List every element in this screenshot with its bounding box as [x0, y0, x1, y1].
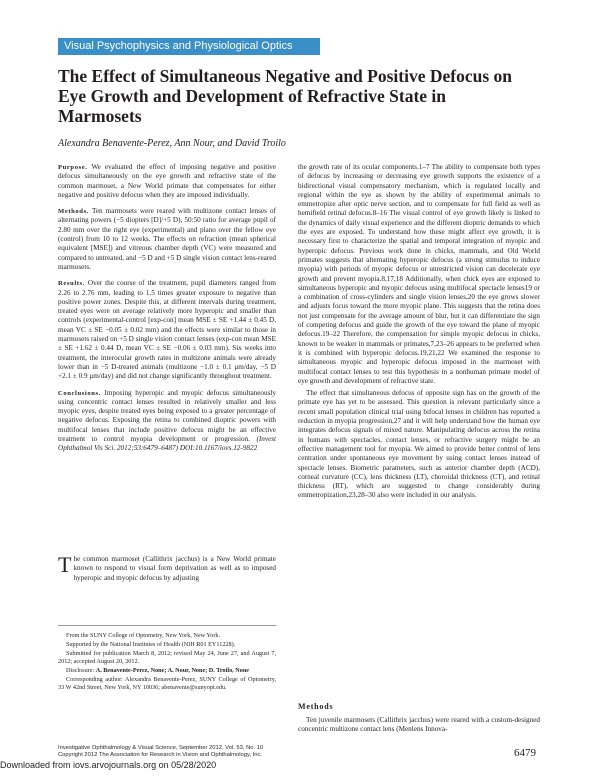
- download-note: Downloaded from iovs.arvojournals.org on 05/28/2020: [0, 760, 217, 770]
- disclosure-label: Disclosure:: [66, 667, 95, 674]
- intro-paragraph-2: The effect that simultaneous defocus of opposite sign has on the growth of the primate eye has yet to be assessed. This question is relevant particularly since a recent small population clinical trial using bifocal lenses in children has reported a reduction in myopia progression,27 and it will help understand how the human eye integrates defocus signals of mixed nature. Manipulating defocus across the retina in humans with spectacles, contact lenses, or refractive surgery might be an effective management tool for myopia. We aimed to provide better control of lens centration under spontaneous eye movement by using contact lenses instead of spectacle lenses. Biometric parameters, such as anterior chamber depth (ACD), corneal curvature (CC), lens thickness (LT), choroidal thickness (CT), and retinal thickness (RT), which are suggested to change considerably during emmetropization,23,28–30 also were included in our analysis.: [298, 389, 540, 500]
- abstract-purpose: [58, 163, 276, 200]
- methods-text: [298, 716, 540, 735]
- abstract-conclusions: [58, 389, 276, 454]
- copyright-line: Copyright 2012 The Association for Research in Vision and Ophthalmology, Inc.: [58, 752, 262, 759]
- results-label: Results.: [58, 280, 85, 288]
- footnote-dates: Submitted for publication March 8, 2012; revised May 24, June 27, and August 7, 2012; accepted August 20, 2012.: [58, 650, 276, 665]
- footnote-affiliation: From the SUNY College of Optometry, New York, New York.: [66, 632, 221, 639]
- journal-info: [58, 745, 418, 760]
- results-text: Over the course of the treatment, pupil diameters ranged from 2.26 to 2.76 mm, leading to 1.5 times greater exposure to negative than positive power zones. Despite this, at different intervals during treatment, treated eyes were on average relatively more hyperopic and smaller than controls (experimental-control [exp-con] mean MSE ± SE +1.44 ± 0.45 D, mean VC ± SE −0.05 ± 0.02 mm) and the effects were similar to those in marmosets raised on +5 D single vision contact lenses (exp-con mean MSE ± SE +1.62 ± 0.44 D, mean VC ± SE −0.06 ± 0.03 mm). Six weeks into treatment, the interocular growth rates in multizone animals were already lower than in −5 D-treated animals (multizone −1.0 ± 0.1 μm/day, −5 D +2.1 ± 0.9 μm/day) and did not change significantly throughout treatment.: [58, 279, 276, 381]
- methods-heading: Methods: [298, 702, 334, 711]
- intro-text: he common marmoset (Callithrix jacchus) is a New World primate known to respond to visual form deprivation as well as to imposed hyperopic and myopic defocus by adjusting: [73, 555, 276, 582]
- methods-label: Methods.: [58, 208, 89, 216]
- intro-paragraph-1: the growth rate of its ocular components.1–7 The ability to compensate both types of defocus by increasing or decreasing eye growth supports the existence of a bidirectional visual compensatory mechanism, which is regulated locally and regional within the eye as shown by the ability of experimental animals to emmetropize after optic nerve section, and to compensate for full field as well as hemifield retinal defocus.8–16 The visual control of eye growth likely is linked to the dynamics of daily visual experience and the different dioptric demands to which the eyes are exposed. To understand how these might affect eye growth, it is necessary first to characterize the spatial and temporal integration of myopic and hyperopic defocus. Previous work done in chicks, mammals, and Old World primates suggests that alternating hyperopic defocus (a strong stimulus to induce myopia) with periods of myopic defocus or unrestricted vision can decelerate eye growth and prevent myopia.8,17,18 Additionally, when chick eyes are exposed to simultaneous hyperopic and myopic defocus using multifocal spectacle lenses19 or a combination of cross-cylinders and single vision lenses,20 the eye grows slower and adjusts focus toward the more myopic plane. This suggests that the retina does not just compensate for the average amount of blur, but it can differentiate the sign of competing defocus and guide the growth of the eye toward the plane of myopic defocus.19–22 Therefore, the compensation for simple myopic defocus in chicks, known to be weaker in mammals or primates,7,23–26 appears to be preferred when it is combined with hyperopic defocus.19,21,22 We examined the response to simultaneous myopic and hyperopic defocus imposed in the marmoset with multifocal contact lenses to test this hypothesis in a nonhuman primate model of eye growth and development of refractive state.: [298, 163, 540, 385]
- conclusions-label: Conclusions.: [58, 389, 101, 397]
- methods-text: Ten marmosets were reared with multizone contact lenses of alternating powers (−5 diopters [D]/+5 D), 50:50 ratio for average pupil of 2.80 mm over the right eye (experimental) and plano over the fellow eye (control) from 10 to 12 weeks. The effects on refraction (mean spherical equivalent [MSE]) and vitreous chamber depth (VC) were measured and compared to untreated, and −5 D and +5 D single vision contact lens-reared marmosets.: [58, 207, 276, 271]
- author-list: Alexandra Benavente-Perez, Ann Nour, and David Troilo: [58, 138, 286, 149]
- introduction-start: [58, 552, 276, 583]
- footnote-disclosure: [58, 667, 276, 675]
- abstract-results: [58, 279, 276, 381]
- methods-body: Ten juvenile marmosets (Callithrix jacchus) were reared with a custom-designed concentric multizone contact lens (Menlens Innova-: [298, 716, 540, 734]
- abstract-methods: [58, 207, 276, 272]
- journal-line: Investigative Ophthalmology & Visual Science, September 2012, Vol. 53, No. 10: [58, 745, 264, 751]
- citation: (Invest Ophthalmol Vis Sci. 2012;53:6479–6487) DOI:10.1167/iovs.12-9822: [58, 435, 277, 453]
- page-number: 6479: [514, 747, 536, 759]
- dropcap: T: [58, 552, 72, 577]
- footnote-corresponding: Corresponding author: Alexandra Benavente-Perez, SUNY College of Optometry, 33 W 42nd Street, New York, NY 10036; abenavente@sunyopt.edu.: [58, 676, 276, 691]
- conclusions-text: Imposing hyperopic and myopic defocus simultaneously using concentric contact lenses resulted in relatively smaller and less myopic eyes, despite treated eyes being exposed to a greater percentage of negative defocus. Exposing the retina to combined dioptric powers with multifocal lenses that include positive defocus might be an effective treatment to control myopia development or progression.: [58, 388, 277, 444]
- footnotes: [58, 632, 276, 693]
- right-column: [298, 163, 540, 501]
- footnote-support: Supported by the National Institutes of Health (NIH R01 EY11228).: [66, 641, 236, 648]
- purpose-text: We evaluated the effect of imposing negative and positive defocus simultaneously on the eye growth and refractive state of the common marmoset, a New World primate that compensates for either negative and positive defocus when they are imposed individually.: [58, 163, 276, 199]
- purpose-label: Purpose.: [58, 164, 88, 171]
- footnote-divider: [58, 625, 276, 626]
- abstract: [58, 163, 276, 454]
- disclosure-text: A. Benavente-Perez, None; A. Nour, None; D. Troilo, None: [95, 667, 250, 674]
- section-banner: Visual Psychophysics and Physiological Optics: [58, 38, 320, 55]
- article-title: The Effect of Simultaneous Negative and Positive Defocus on Eye Growth and Development of Refractive State in Marmosets: [58, 66, 513, 126]
